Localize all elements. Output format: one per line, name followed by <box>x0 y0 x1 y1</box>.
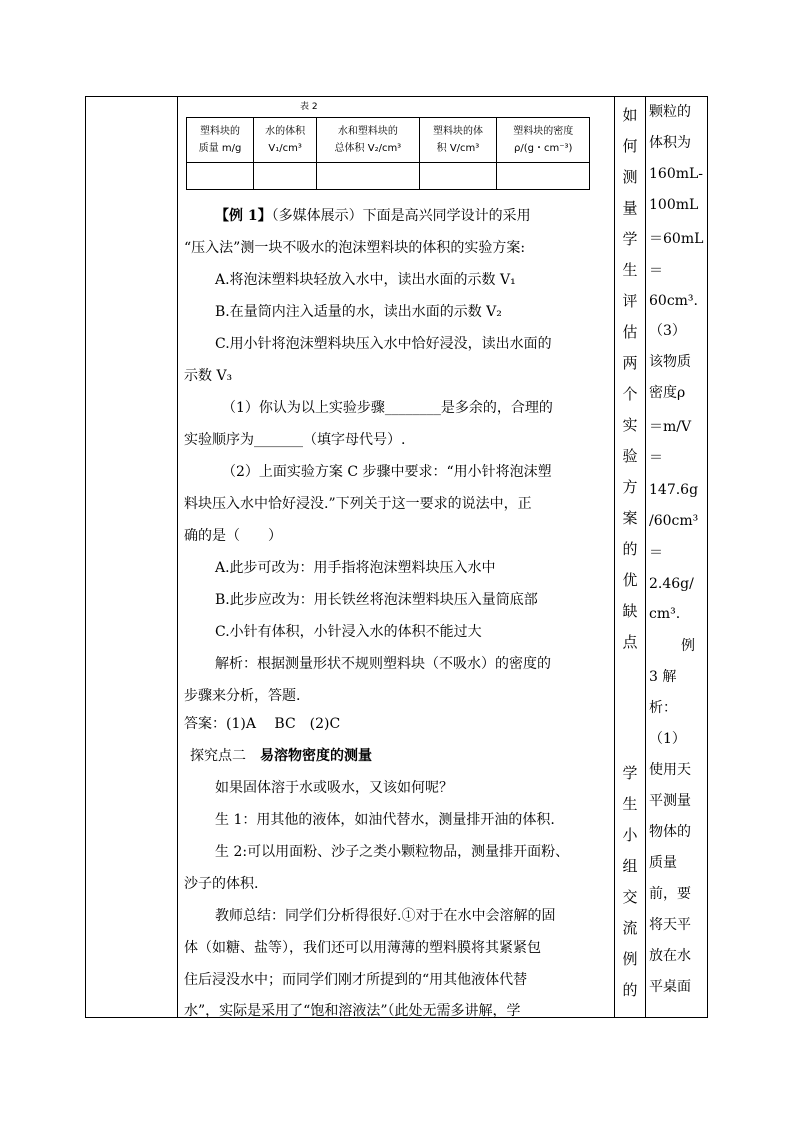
text-line: 实验顺序为_______（填字母代号）. <box>184 432 406 448</box>
text-line: “压入法”测一块不吸水的泡沫塑料块的体积的实验方案: <box>184 240 526 256</box>
column-divider <box>614 97 615 1017</box>
text-line: （2）上面实验方案 C 步骤中要求：“用小针将泡沫塑 <box>222 464 552 480</box>
table2 <box>186 117 590 190</box>
text-line: 解析：根据测量形状不规则塑料块（不吸水）的密度的 <box>215 656 551 672</box>
table2-header: 塑料块的体 积 V/cm³ <box>419 118 497 163</box>
table2-cell <box>317 163 419 190</box>
example-tag: 【例 1】 <box>215 208 272 224</box>
text-line: C.用小针将泡沫塑料块压入水中恰好浸没，读出水面的 <box>215 336 552 352</box>
text-line: 料块压入水中恰好浸没.”下列关于这一要求的说法中，正 <box>184 496 532 512</box>
text-line: 教师总结：同学们分析得很好.①对于在水中会溶解的固 <box>215 908 556 924</box>
text-line: C.小针有体积，小针浸入水的体积不能过大 <box>215 624 482 640</box>
table2-cell <box>254 163 317 190</box>
text-line: 水”，实际是采用了“饱和溶液法”（此处无需多讲解，学 <box>184 1003 521 1019</box>
column-divider <box>645 97 646 1017</box>
section-heading: 探究点二 易溶物密度的测量 <box>190 748 372 764</box>
text-line: A.将泡沫塑料块轻放入水中，读出水面的示数 V₁ <box>215 272 516 288</box>
text-line: 生 2:可以用面粉、沙子之类小颗粒物品，测量排开面粉、 <box>215 844 570 860</box>
text-line: 体（如糖、盐等），我们还可以用薄薄的塑料膜将其紧紧包 <box>184 940 541 956</box>
text-line: B.此步应改为：用长铁丝将泡沫塑料块压入量筒底部 <box>215 592 538 608</box>
text-line: 如果固体溶于水或吸水，又该如何呢？ <box>215 780 453 796</box>
column-divider <box>177 97 178 1017</box>
activity-column-upper: 如 何 测 量 学 生 评 估 两 个 实 验 方 案 的 优 缺 点 <box>622 106 638 651</box>
text-line: 示数 V₃ <box>184 368 233 384</box>
table2-cell <box>187 163 254 190</box>
notes-column: 颗粒的 体积为 160mL- 100mL ＝60mL ＝ 60cm³. （3） 该物质 密度ρ ＝m/V ＝ 147.6g /60cm³ ＝ 2.46g/ cm³. 例 3 解 析： （1） 使用天 平测量 物体的 质量 前，要 将天平 放在水 平桌面 <box>649 104 704 995</box>
table2-header: 塑料块的密度 ρ/(g・cm⁻³) <box>497 118 590 163</box>
text-line: （1）你认为以上实验步骤________是多余的，合理的 <box>222 400 553 416</box>
text-line: 确的是（ ） <box>184 528 282 544</box>
table2-header: 水和塑料块的 总体积 V₂/cm³ <box>317 118 419 163</box>
text-line: 住后浸没水中；而同学们刚才所提到的“用其他液体代替 <box>184 972 528 988</box>
text-line: 沙子的体积. <box>184 876 259 892</box>
text-line: 生 1：用其他的液体，如油代替水，测量排开油的体积. <box>215 812 555 828</box>
example1-line: 【例 1】（多媒体展示）下面是高兴同学设计的采用 <box>215 208 531 224</box>
text-line: A.此步可改为：用手指将泡沫塑料块压入水中 <box>215 560 496 576</box>
answer-line: 答案：(1)A BC (2)C <box>184 716 341 732</box>
activity-column-lower: 学 生 小 组 交 流 例 的 <box>622 764 638 999</box>
table2-cell <box>497 163 590 190</box>
table2-caption: 表 2 <box>300 102 318 112</box>
table2-cell <box>419 163 497 190</box>
table2-header: 水的体积 V₁/cm³ <box>254 118 317 163</box>
table2-header: 塑料块的 质量 m/g <box>187 118 254 163</box>
text-line: B.在量筒内注入适量的水，读出水面的示数 V₂ <box>215 304 502 320</box>
table-frame <box>85 96 708 1018</box>
text-line: 步骤来分析，答题. <box>184 688 301 704</box>
